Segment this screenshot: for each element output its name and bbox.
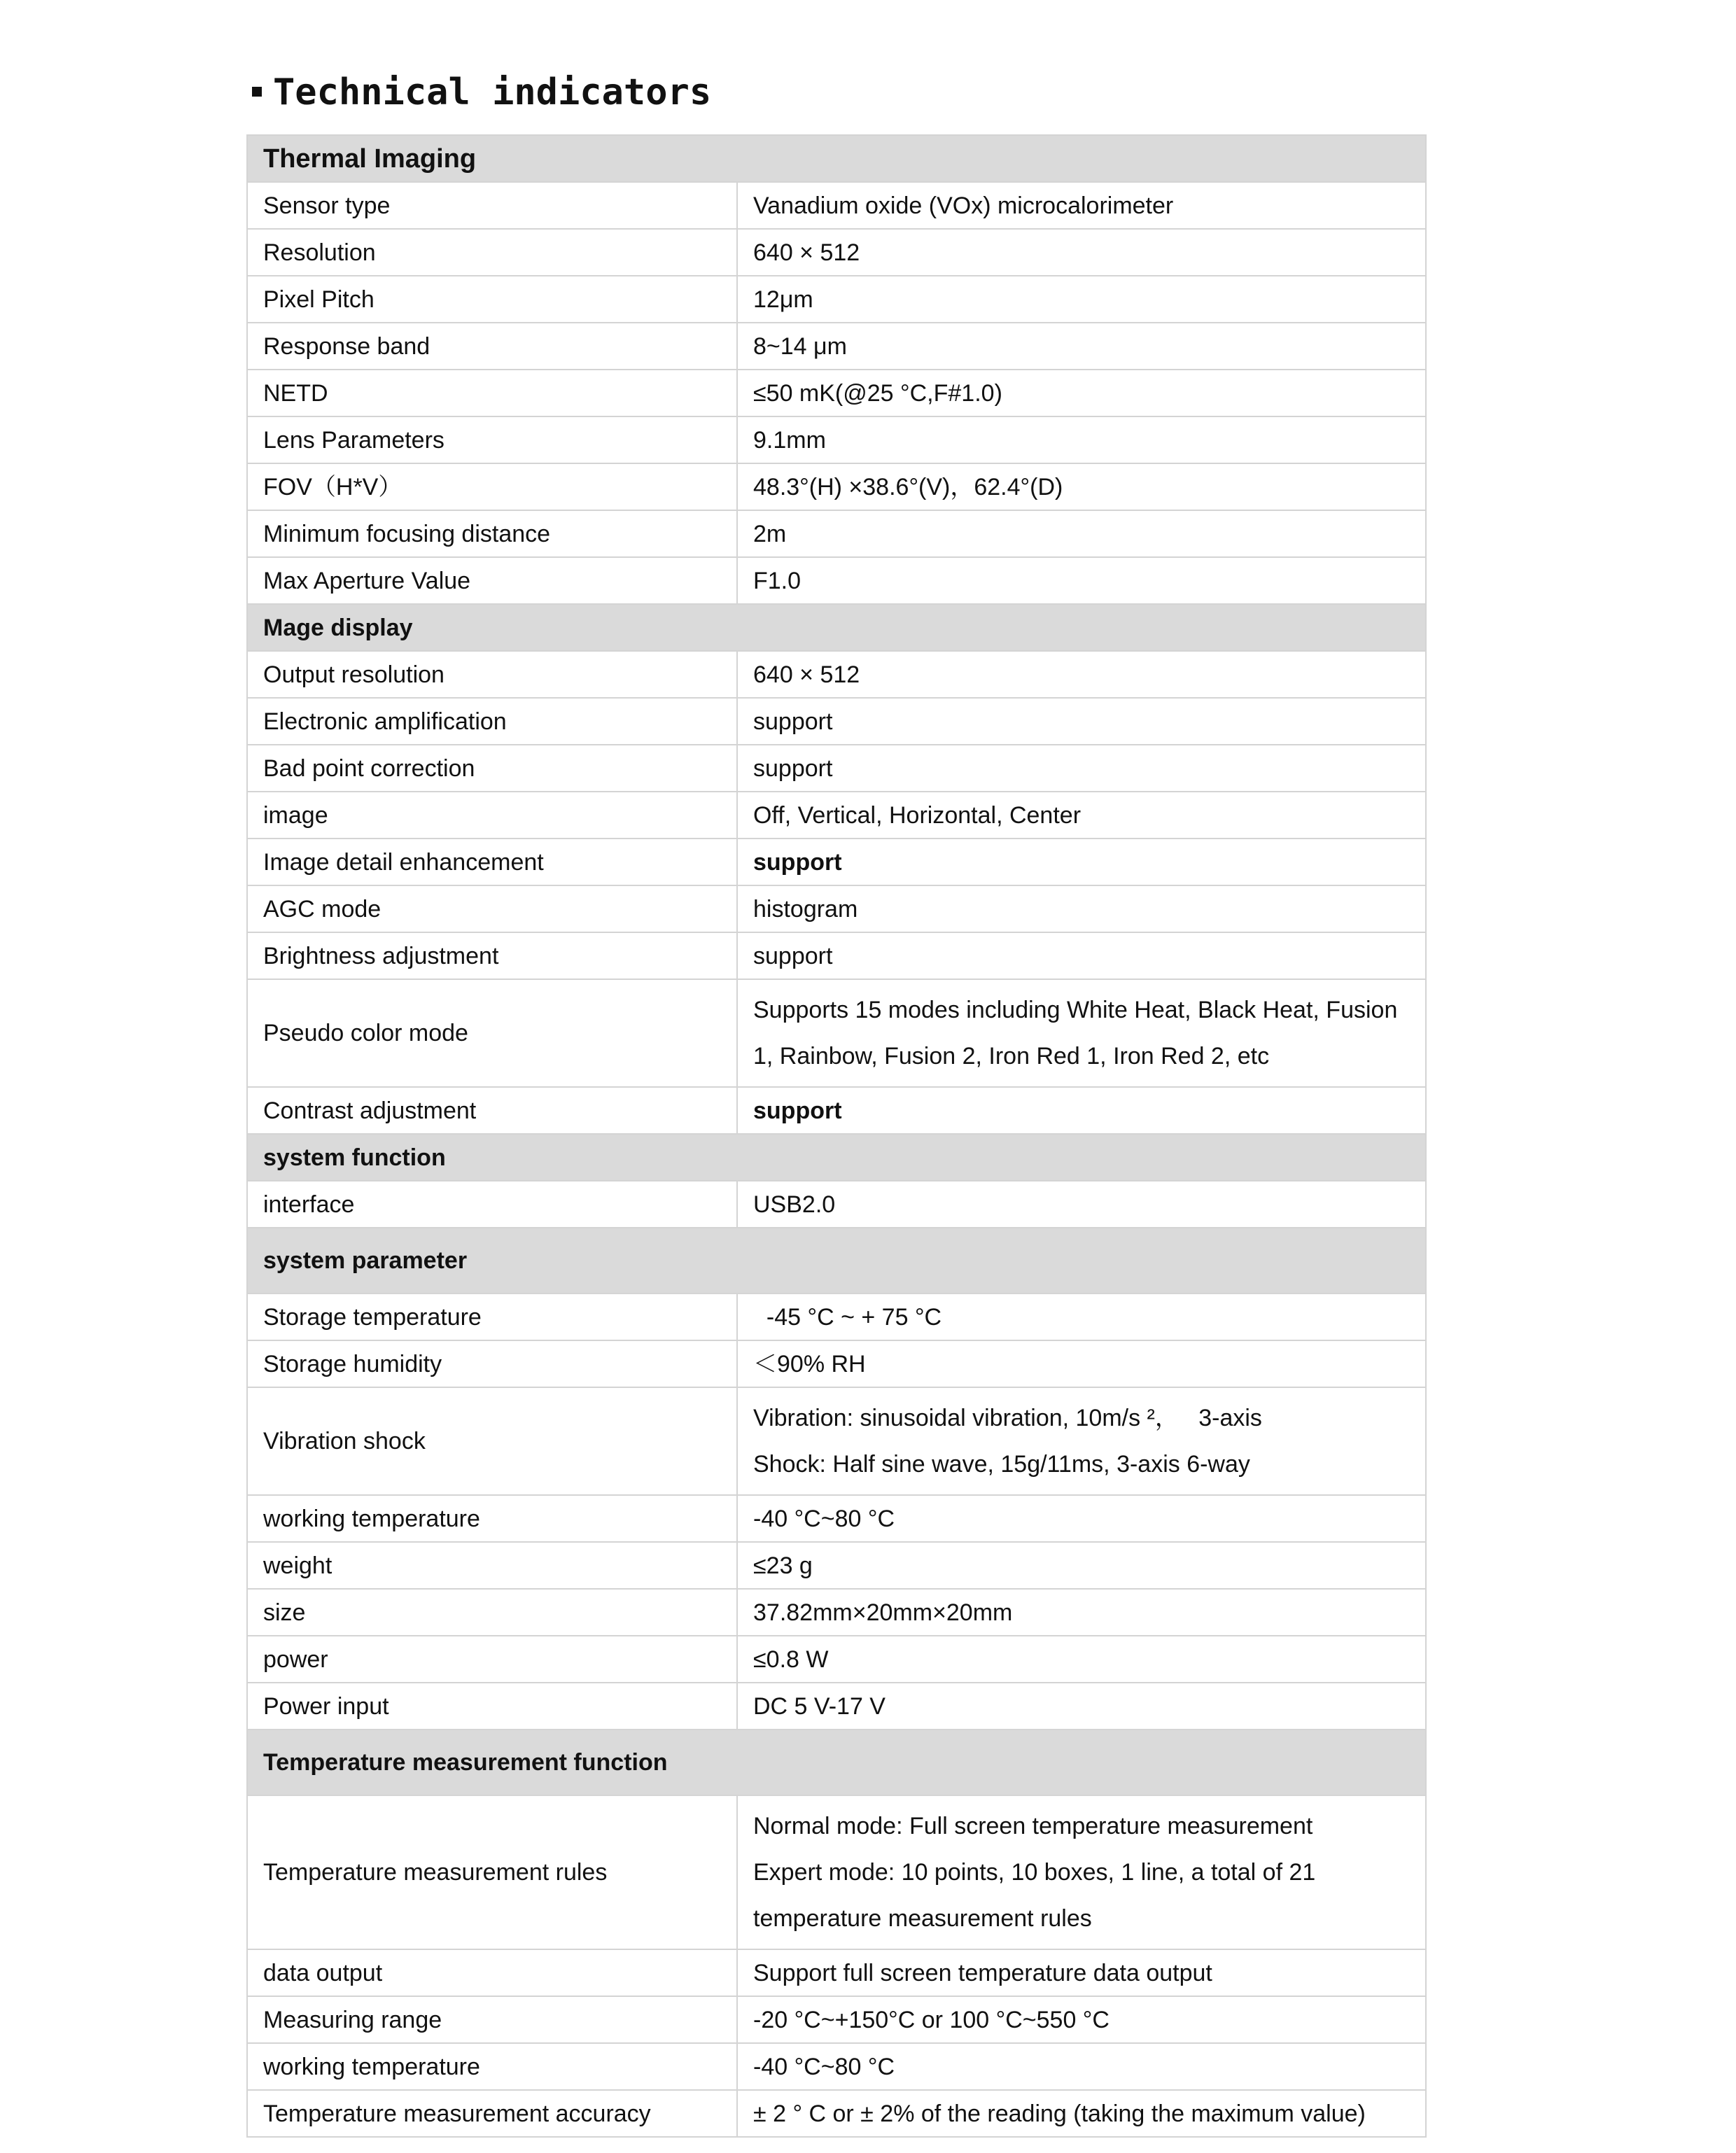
row-value-line: Vibration: sinusoidal vibration, 10m/s ²， 3-axis xyxy=(753,1405,1262,1431)
row-label: Lens Parameters xyxy=(247,416,737,463)
row-value: ≤0.8 W xyxy=(737,1636,1426,1683)
row-label: Image detail enhancement xyxy=(247,839,737,885)
row-value: 640 × 512 xyxy=(737,229,1426,276)
row-label: working temperature xyxy=(247,2043,737,2090)
row-label: Output resolution xyxy=(247,651,737,698)
section-header-system-function xyxy=(247,1134,1426,1181)
row-value: ＜90% RH xyxy=(737,1340,1426,1387)
row-value: F1.0 xyxy=(737,557,1426,604)
row-label: Vibration shock xyxy=(247,1387,737,1495)
row-value: -20 °C~+150°C or 100 °C~550 °C xyxy=(737,1996,1426,2043)
table-row xyxy=(247,229,1426,276)
section-heading: Temperature measurement function xyxy=(247,1730,1426,1795)
table-row xyxy=(247,932,1426,979)
table-row xyxy=(247,1495,1426,1542)
table-row xyxy=(247,979,1426,1087)
table-row xyxy=(247,463,1426,510)
row-value: 12μm xyxy=(737,276,1426,323)
table-row xyxy=(247,370,1426,416)
table-row xyxy=(247,792,1426,839)
row-value: DC 5 V-17 V xyxy=(737,1683,1426,1730)
row-label: Max Aperture Value xyxy=(247,557,737,604)
table-row xyxy=(247,2090,1426,2137)
row-label: working temperature xyxy=(247,1495,737,1542)
row-label: size xyxy=(247,1589,737,1636)
row-label: Pseudo color mode xyxy=(247,979,737,1087)
row-label: image xyxy=(247,792,737,839)
row-label: Sensor type xyxy=(247,182,737,229)
row-value: Support full screen temperature data output xyxy=(737,1949,1426,1996)
row-label: Resolution xyxy=(247,229,737,276)
row-value: ≤23 g xyxy=(737,1542,1426,1589)
row-label: Electronic amplification xyxy=(247,698,737,745)
table-row xyxy=(247,323,1426,370)
table-row xyxy=(247,1683,1426,1730)
row-label: FOV（H*V） xyxy=(247,463,737,510)
row-label: Brightness adjustment xyxy=(247,932,737,979)
table-row xyxy=(247,1996,1426,2043)
section-heading: system function xyxy=(247,1134,1426,1181)
page-title-text: Technical indicators xyxy=(273,71,712,113)
row-value: histogram xyxy=(737,885,1426,932)
row-value-line: Expert mode: 10 points, 10 boxes, 1 line, a total of 21 xyxy=(753,1859,1316,1886)
row-label: AGC mode xyxy=(247,885,737,932)
row-label: Temperature measurement rules xyxy=(247,1795,737,1949)
table-row xyxy=(247,1340,1426,1387)
row-value-line: Supports 15 modes including White Heat, Black Heat, Fusion xyxy=(753,997,1398,1023)
table-row xyxy=(247,651,1426,698)
row-value: Off, Vertical, Horizontal, Center xyxy=(737,792,1426,839)
row-value-line: temperature measurement rules xyxy=(753,1905,1092,1932)
row-value-line: 1, Rainbow, Fusion 2, Iron Red 1, Iron Red 2, etc xyxy=(753,1043,1270,1070)
table-row xyxy=(247,698,1426,745)
row-value: support xyxy=(737,932,1426,979)
section-header-temperature-measurement xyxy=(247,1730,1426,1795)
table-row xyxy=(247,745,1426,792)
row-label: Temperature measurement accuracy xyxy=(247,2090,737,2137)
row-label: Response band xyxy=(247,323,737,370)
row-value: 8~14 μm xyxy=(737,323,1426,370)
row-label: Power input xyxy=(247,1683,737,1730)
section-header-system-parameter xyxy=(247,1228,1426,1293)
row-value: ± 2 ° C or ± 2% of the reading (taking the maximum value) xyxy=(737,2090,1426,2137)
row-label: Pixel Pitch xyxy=(247,276,737,323)
table-row xyxy=(247,1542,1426,1589)
row-value: support xyxy=(737,1087,1426,1134)
row-value: -40 °C~80 °C xyxy=(737,2043,1426,2090)
section-header-image-display xyxy=(247,604,1426,651)
spec-table xyxy=(246,134,1427,2138)
table-row xyxy=(247,1589,1426,1636)
row-value: 48.3°(H) ×38.6°(V)，62.4°(D) xyxy=(737,463,1426,510)
row-value: 9.1mm xyxy=(737,416,1426,463)
row-label: weight xyxy=(247,1542,737,1589)
row-label: Bad point correction xyxy=(247,745,737,792)
row-label: data output xyxy=(247,1949,737,1996)
table-row xyxy=(247,1949,1426,1996)
table-row xyxy=(247,276,1426,323)
section-heading: Mage display xyxy=(247,604,1426,651)
row-value-line: Shock: Half sine wave, 15g/11ms, 3-axis 6-way xyxy=(753,1451,1250,1478)
table-row xyxy=(247,1795,1426,1949)
table-row xyxy=(247,1181,1426,1228)
row-value: 640 × 512 xyxy=(737,651,1426,698)
row-value xyxy=(737,1387,1426,1495)
bullet-icon xyxy=(252,87,262,97)
table-row xyxy=(247,416,1426,463)
table-row xyxy=(247,557,1426,604)
table-row xyxy=(247,182,1426,229)
row-value-line: Normal mode: Full screen temperature measurement xyxy=(753,1813,1313,1839)
table-row xyxy=(247,2043,1426,2090)
section-heading: Thermal Imaging xyxy=(247,135,1426,182)
table-row xyxy=(247,839,1426,885)
page-title xyxy=(252,64,711,120)
row-label: Storage temperature xyxy=(247,1293,737,1340)
table-row xyxy=(247,510,1426,557)
row-value: ≤50 mK(@25 °C,F#1.0) xyxy=(737,370,1426,416)
row-label: Storage humidity xyxy=(247,1340,737,1387)
row-value: -40 °C~80 °C xyxy=(737,1495,1426,1542)
row-value: support xyxy=(737,745,1426,792)
row-label: NETD xyxy=(247,370,737,416)
section-heading: system parameter xyxy=(247,1228,1426,1293)
row-value: USB2.0 xyxy=(737,1181,1426,1228)
row-label: power xyxy=(247,1636,737,1683)
table-row xyxy=(247,885,1426,932)
row-value: Vanadium oxide (VOx) microcalorimeter xyxy=(737,182,1426,229)
row-value: 2m xyxy=(737,510,1426,557)
table-row xyxy=(247,1387,1426,1495)
row-value xyxy=(737,1795,1426,1949)
section-header-thermal-imaging xyxy=(247,135,1426,182)
row-label: Minimum focusing distance xyxy=(247,510,737,557)
row-value: 37.82mm×20mm×20mm xyxy=(737,1589,1426,1636)
row-label: Measuring range xyxy=(247,1996,737,2043)
row-value xyxy=(737,979,1426,1087)
table-row xyxy=(247,1293,1426,1340)
row-value: -45 °C ~ + 75 °C xyxy=(737,1293,1426,1340)
row-label: Contrast adjustment xyxy=(247,1087,737,1134)
row-label: interface xyxy=(247,1181,737,1228)
table-row xyxy=(247,1636,1426,1683)
table-row xyxy=(247,1087,1426,1134)
row-value: support xyxy=(737,698,1426,745)
row-value: support xyxy=(737,839,1426,885)
